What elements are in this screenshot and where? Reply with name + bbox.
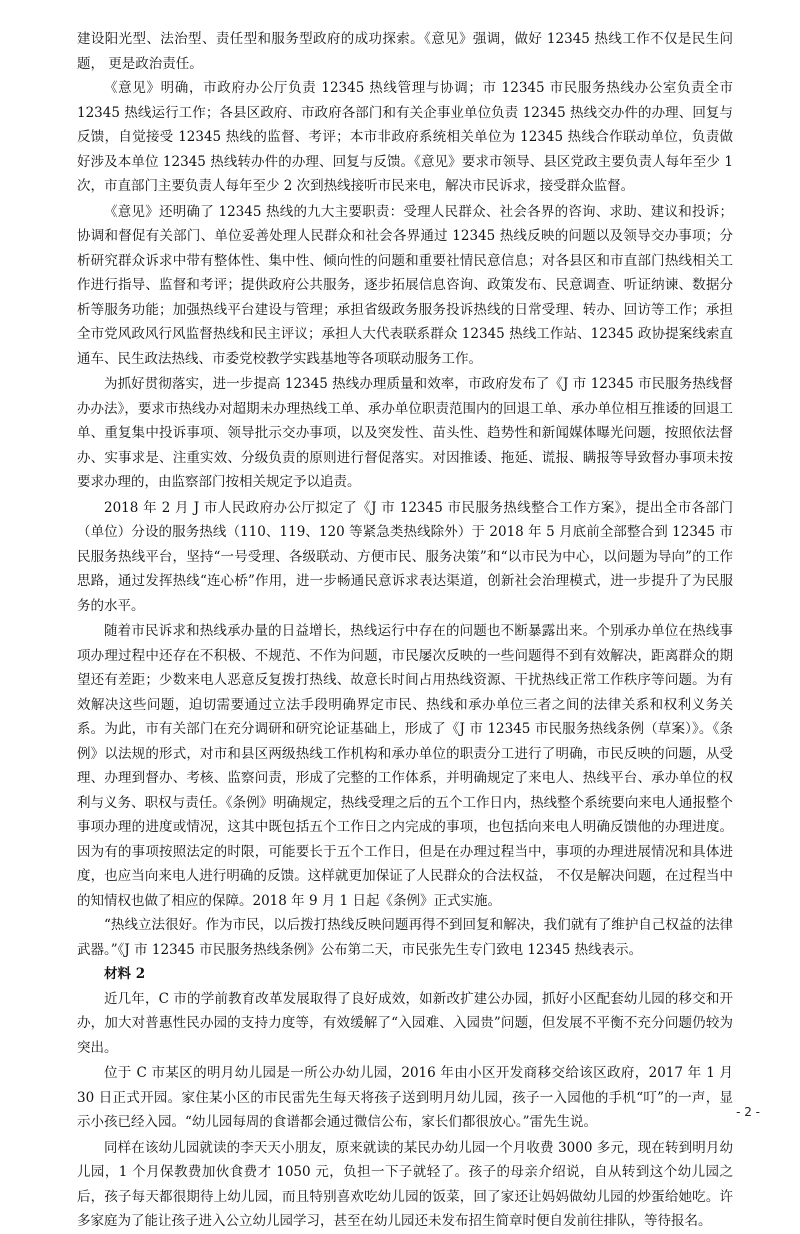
- paragraph: 建设阳光型、法治型、责任型和服务型政府的成功探索。《意见》强调，做好 12345 热线工作不仅是民生问题， 更是政治责任。: [77, 31, 733, 72]
- section-heading: 材料 2: [104, 966, 146, 982]
- paragraph: 位于 C 市某区的明月幼儿园是一所公办幼儿园，2016 年由小区开发商移交给该区政府，2017 年 1 月 30 日正式开园。家住某小区的市民雷先生每天将孩子送到明月幼儿园，孩子一入园他的手机“叮”的一声，显示小孩已经入园。“幼儿园每周的食谱都会通过微信公布，家长们都很放心。”雷先生说。: [77, 1065, 733, 1130]
- paragraph: 2018 年 2 月 J 市人民政府办公厅拟定了《J 市 12345 市民服务热线整合工作方案》，提出全市各部门（单位）分设的服务热线（110、119、120 等紧急类热线除外）于 2018 年 5 月底前全部整合到 12345 市民服务热线平台，坚持“一号受理、各级联动、方便市民、服务决策”和“以市民为中心，以问题为导向”的工作思路，通过发挥热线“连心桥”作用，进一步畅通民意诉求表达渠道，创新社会治理模式，进一步提升了为民服务的水平。: [77, 499, 733, 614]
- paragraph: “热线立法很好。作为市民，以后拨打热线反映问题再得不到回复和解决，我们就有了维护自己权益的法律武器。”《J 市 12345 市民服务热线条例》公布第二天，市民张先生专门致电 12345 热线表示。: [77, 917, 733, 958]
- paragraph: 随着市民诉求和热线承办量的日益增长，热线运行中存在的问题也不断暴露出来。个别承办单位在热线事项办理过程中还存在不积极、不规范、不作为问题，市民屡次反映的一些问题得不到有效解决，距离群众的期望还有差距；少数来电人恶意反复拨打热线、故意长时间占用热线资源、干扰热线正常工作秩序等问题。为有效解决这些问题，迫切需要通过立法手段明确界定市民、热线和承办单位三者之间的法律关系和权利义务关系。为此，市有关部门在充分调研和研究论证基础上，形成了《J 市 12345 市民服务热线条例（草案）》。《条例》以法规的形式，对市和县区两级热线工作机构和承办单位的职责分工进行了明确，市民反映的问题，从受理、办理到督办、考核、监察问责，形成了完整的工作体系，并明确规定了来电人、热线平台、承办单位的权利与义务、职权与责任。《条例》明确规定，热线受理之后的五个工作日内，热线整个系统要向来电人通报整个事项办理的进度或情况，这其中既包括五个工作日之内完成的事项，也包括向来电人明确反馈他的办理进度。因为有的事项按照法定的时限，可能要长于五个工作日，但是在办理过程当中，事项的办理进展情况和具体进度，也应当向来电人进行明确的反馈。这样就更加保证了人民群众的合法权益， 不仅是解决问题，在过程当中的知情权也做了相应的保障。2018 年 9 月 1 日起《条例》正式实施。: [77, 623, 733, 909]
- paragraph: 《意见》明确，市政府办公厅负责 12345 热线管理与协调；市 12345 市民服务热线办公室负责全市 12345 热线运行工作；各县区政府、市政府各部门和有关企事业单位负责 12345 热线交办件的办理、回复与反馈，自觉接受 12345 热线的监督、考评；本市非政府系统相关单位为 12345 热线合作联动单位，负责做好涉及本单位 12345 热线转办件的办理、回复与反馈。《意见》要求市领导、县区党政主要负责人每年至少 1 次，市直部门主要负责人每年至少 2 次到热线接听市民来电，解决市民诉求，接受群众监督。: [77, 80, 733, 194]
- document-body: [77, 27, 733, 1234]
- paragraph: 同样在该幼儿园就读的李天天小朋友，原来就读的某民办幼儿园一个月收费 3000 多元，现在转到明月幼儿园，1 个月保教费加伙食费才 1050 元，负担一下子就轻了。孩子的母亲介绍说，自从转到这个幼儿园之后，孩子每天都很期待上幼儿园，而且特别喜欢吃幼儿园的饭菜，回了家还让妈妈做幼儿园的炒蛋给她吃。许多家庭为了能让孩子进入公立幼儿园学习，甚至在幼儿园还未发布招生简章时便自发前往排队，等待报名。: [77, 1139, 733, 1229]
- paragraph: 近几年，C 市的学前教育改革发展取得了良好成效，如新改扩建公办园，抓好小区配套幼儿园的移交和开办，加大对普惠性民办园的支持力度等，有效缓解了“入园难、入园贵”问题，但发展不平衡不充分问题仍较为突出。: [77, 990, 733, 1056]
- paragraph: 为抓好贯彻落实，进一步提高 12345 热线办理质量和效率，市政府发布了《J 市 12345 市民服务热线督办办法》，要求市热线办对超期未办理热线工单、承办单位职责范围内的回退工单、承办单位相互推诿的回退工单、重复集中投诉事项、领导批示交办事项，以及突发性、苗头性、趋势性和新闻媒体曝光问题，按照依法督办、实事求是、注重实效、分级负责的原则进行督促落实。对因推诿、拖延、谎报、瞒报等导致督办事项未按要求办理的，由监察部门按相关规定予以追责。: [77, 376, 733, 490]
- paragraph: 《意见》还明确了 12345 热线的九大主要职责：受理人民群众、社会各界的咨询、求助、建议和投诉；协调和督促有关部门、单位妥善处理人民群众和社会各界通过 12345 热线反映的问题以及领导交办事项；分析研究群众诉求中带有整体性、集中性、倾向性的问题和重要社情民意信息；对各县区和市直部门热线相关工作进行指导、监督和考评；提供政府公共服务，逐步拓展信息咨询、政策发布、民意调查、听证纳谏、数据分析等服务功能；加强热线平台建设与管理；承担省级政务服务投诉热线的日常受理、转办、回访等工作；承担全市党风政风行风监督热线和民主评议；承担人大代表联系群众 12345 热线工作站、12345 政协提案线索直通车、民生政法热线、市委党校教学实践基地等各项联动服务工作。: [77, 203, 733, 367]
- page-number: - 2 -: [736, 1105, 760, 1119]
